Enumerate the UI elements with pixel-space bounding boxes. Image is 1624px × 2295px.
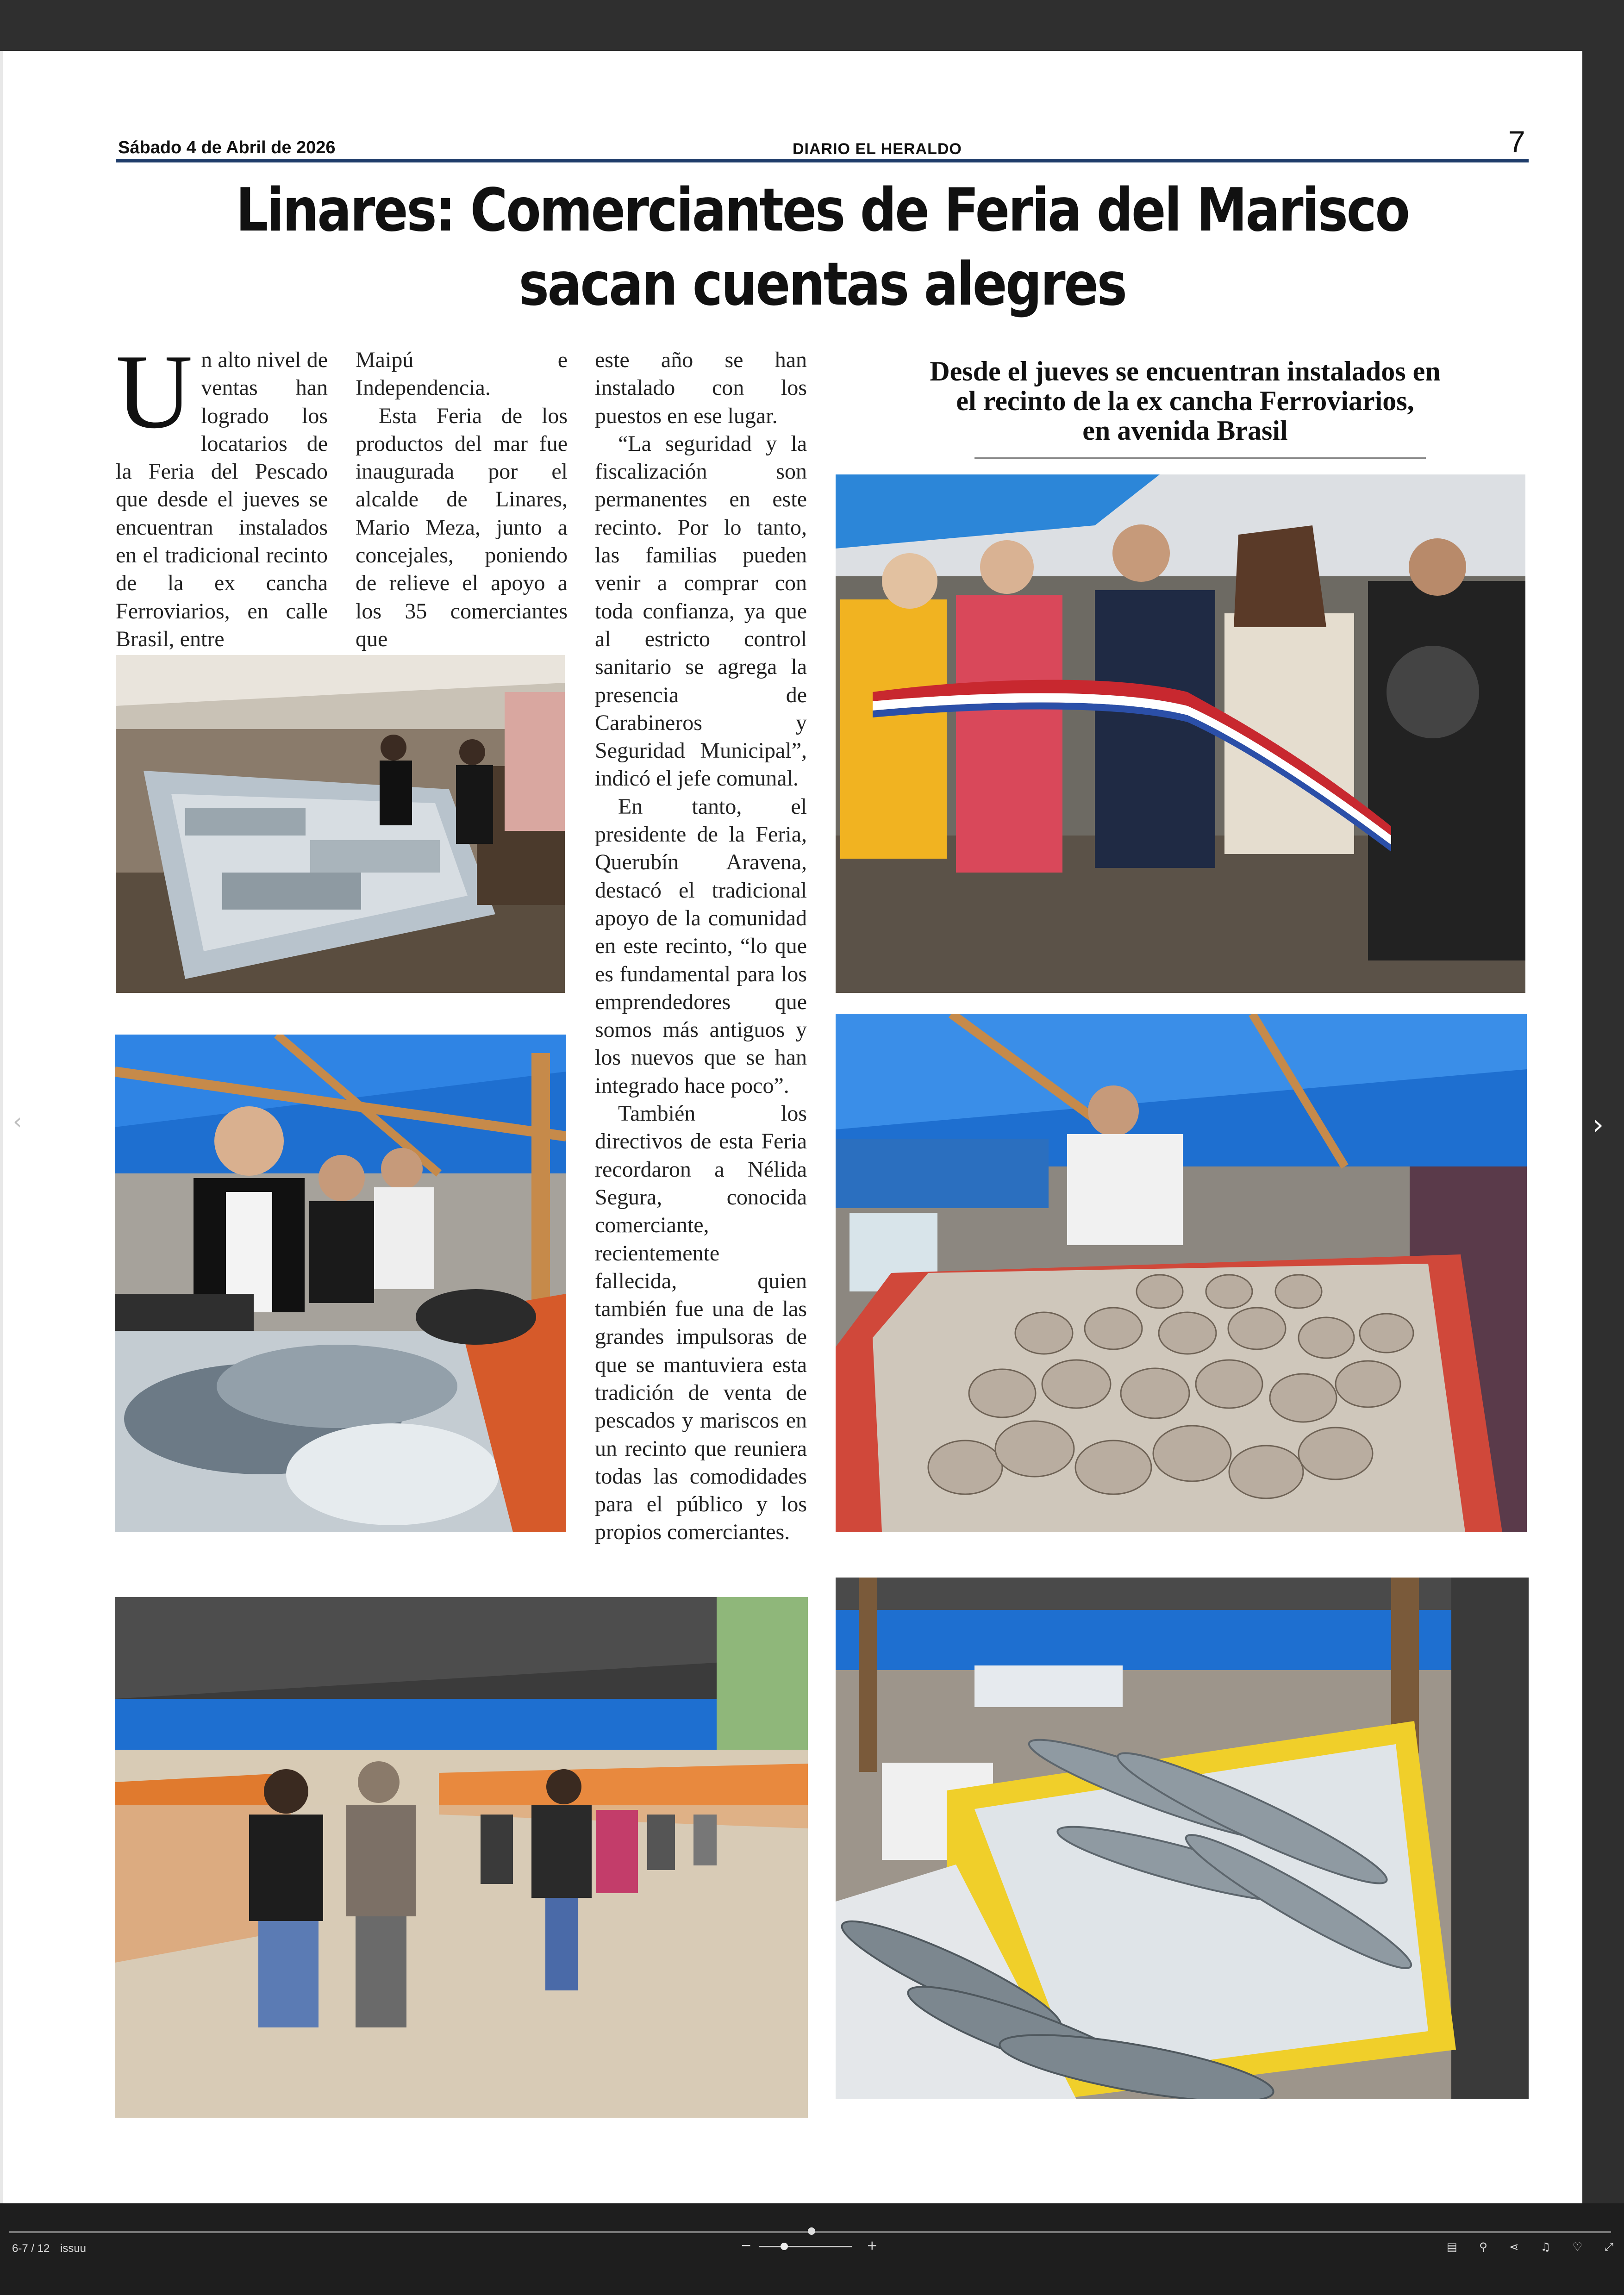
header-page-number: 7 [1508,125,1525,159]
page-progress-handle[interactable] [808,2227,815,2235]
column-2-paragraph-1: Maipú e Independencia. [356,348,568,400]
like-icon[interactable]: ♡ [1572,2240,1583,2253]
column-2-paragraph-2: Esta Feria de los productos del mar fue inaugurada por el alcalde de Linares, Mario Meza, junto a concejales, poniendo de relieve el apoyo a los 35 comerciantes que [356,403,568,651]
header-date: Sábado 4 de Abril de 2026 [118,138,336,157]
photo-subtitle [907,356,1463,445]
article-headline [215,174,1430,322]
zoom-out-button[interactable]: − [741,2238,752,2253]
subtitle-line-2: el recinto de la ex cancha Ferroviarios, [956,386,1414,416]
left-page-edge [0,51,3,2203]
issuu-logo: issuu [60,2242,87,2255]
audio-icon[interactable]: ♫ [1540,2240,1551,2253]
column-3-paragraph-4: También los directivos de esta Feria recordaron a Nélida Segura, conocida comerciante, recientemente fallecida, quien también fue una de las grandes impulsoras de que se mantuviera esta tradición de venta de pescados y mariscos en un recinto que reuniera todas las comodidades para el público y los propios comerciantes. [595,1101,807,1545]
fullscreen-icon[interactable]: ⤢ [1604,2240,1613,2253]
headline-line-2: sacan cuentas alegres [518,250,1126,319]
share-icon[interactable]: ⋖ [1509,2240,1519,2253]
photo-fish-stall [116,655,565,993]
next-page-arrow-icon[interactable]: › [1593,1109,1604,1141]
column-3-paragraph-3: En tanto, el presidente de la Feria, Querubín Aravena, destacó el tradicional apoyo de la comunidad en este recinto, “lo que es fundamental para los emprendedores que somos más antiguos y los nuevos que se han integrado hace poco”. [595,794,807,1098]
headline-line-1: Linares: Comerciantes de Feria del Marisco [236,176,1409,245]
zoom-in-button[interactable]: + [867,2238,878,2253]
subtitle-line-3: en avenida Brasil [1082,415,1288,446]
article-column-2 [356,346,568,653]
column-3-paragraph-1: este año se han instalado con los puestos en ese lugar. [595,348,807,428]
photo-clams [836,1014,1527,1532]
viewer-toolbar [1447,2240,1613,2254]
article-view-icon[interactable]: ▤ [1447,2240,1457,2253]
search-icon[interactable]: ⚲ [1479,2240,1487,2253]
zoom-control[interactable] [741,2239,880,2253]
photo-market-aisle [115,1597,808,2118]
viewer-top-bar [0,0,1624,51]
photo-vendors-tent [115,1035,566,1532]
photo-ribbon-cutting [836,474,1525,993]
column-3-paragraph-2: “La seguridad y la fiscalización son permanentes en este recinto. Por lo tanto, las familias pueden venir a comprar con toda confianza, ya que al estricto control sanitario se agrega la presencia de Carabineros y Seguridad Municipal”, indicó el jefe comunal. [595,431,807,791]
photo-yellow-crate [836,1578,1529,2099]
article-column-1 [116,332,328,653]
subtitle-line-1: Desde el jueves se encuentran instalados en [930,356,1441,387]
zoom-slider-handle[interactable] [781,2243,788,2250]
column-1-text: n alto nivel de ventas han logrado los locatarios de la Feria del Pescado que desde el jueves se encuentran instalados en el tradicional recinto de la ex cancha Ferroviarios, en calle Brasil, entre [116,348,328,651]
previous-page-arrow-icon[interactable]: ‹ [13,1109,22,1135]
zoom-slider[interactable] [759,2246,852,2247]
article-column-3 [595,346,807,1547]
header-newspaper-name: DIARIO EL HERALDO [793,140,962,158]
page-counter: 6-7 / 12 [12,2242,50,2255]
subtitle-rule [974,457,1426,459]
drop-cap: U [116,332,193,450]
header-rule [116,159,1529,162]
